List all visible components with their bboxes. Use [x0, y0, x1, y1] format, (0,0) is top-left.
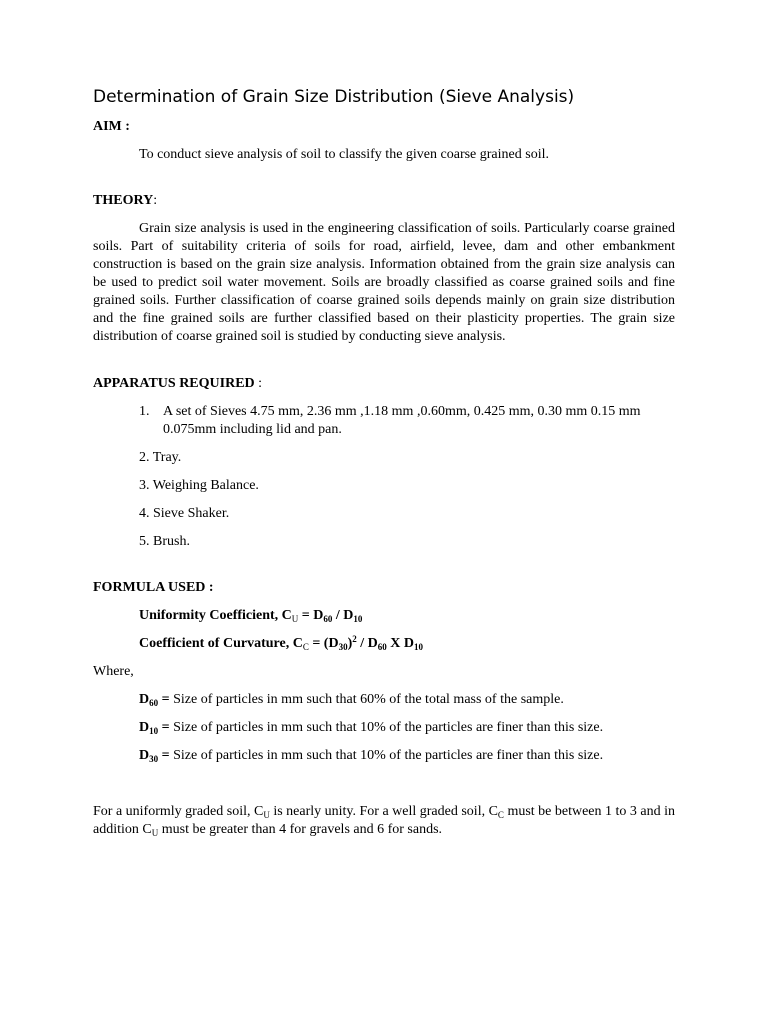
closing-text: must be between 1 to 3 and in addition C [93, 804, 676, 837]
formula-part: = D [298, 608, 324, 623]
subscript: 30 [338, 642, 348, 652]
apparatus-heading [93, 375, 675, 393]
definition-text: Size of particles in mm such that 10% of the particles are finer than this size. [169, 748, 604, 763]
uniformity-coefficient-formula [139, 607, 675, 625]
theory-heading-colon: : [153, 193, 158, 208]
where-label: Where, [93, 664, 134, 679]
curvature-coefficient-formula [139, 635, 675, 653]
document-title: Determination of Grain Size Distribution (Sieve Analysis) [93, 87, 575, 107]
subscript: U [151, 828, 159, 838]
document-page [93, 86, 675, 839]
closing-text: For a uniformly graded soil, C [93, 804, 264, 819]
theory-heading-label: THEORY [93, 193, 154, 208]
theory-heading [93, 192, 675, 210]
subscript: C [497, 810, 504, 820]
equals-sign: = [158, 720, 170, 735]
formula-part: / D [332, 608, 354, 623]
definition-symbol [139, 748, 170, 763]
subscript: 60 [323, 614, 333, 624]
formula-heading: FORMULA USED : [93, 580, 214, 595]
formula-label: Coefficient of Curvature, C [139, 636, 303, 651]
formula-label: Uniformity Coefficient, C [139, 608, 292, 623]
definition-text: Size of particles in mm such that 10% of the particles are finer than this size. [169, 720, 604, 735]
formula-part: ) [347, 636, 353, 651]
subscript: 10 [353, 614, 363, 624]
definition-text: Size of particles in mm such that 60% of the total mass of the sample. [169, 692, 564, 707]
symbol-letter: D [139, 720, 150, 735]
theory-text: Grain size analysis is used in the engineering classification of soils. Particularly coarse grained soils. Part of suitability criteria of soils for road, airfield, levee, dam and other embankment construction is based on the grain size analysis. Information obtained from the grain size analysis can be used to predict soil water movement. Soils are broadly classified as coarse grained soils and fine grained soils. Further classification of coarse grained soils depends mainly on grain size distribution and the fine grained soils are further classified based on their plasticity properties. The grain size distribution of coarse grained soil is studied by conducting sieve analysis. [93, 221, 675, 344]
definition-d10 [139, 719, 675, 737]
equals-sign: = [158, 692, 170, 707]
symbol-letter: D [139, 748, 150, 763]
subscript: U [291, 614, 299, 624]
subscript: 30 [149, 754, 159, 764]
subscript: U [263, 810, 270, 820]
apparatus-item-shaker: 4. Sieve Shaker. [139, 506, 230, 521]
subscript: 60 [149, 698, 159, 708]
superscript: 2 [352, 634, 357, 644]
apparatus-item-brush: 5. Brush. [139, 534, 190, 549]
formula-part: / D [356, 636, 378, 651]
formula-part: X D [386, 636, 414, 651]
aim-text: To conduct sieve analysis of soil to classify the given coarse grained soil. [139, 147, 549, 162]
apparatus-item-tray: 2. Tray. [139, 450, 182, 465]
subscript: 10 [413, 642, 423, 652]
apparatus-item-text: A set of Sieves 4.75 mm, 2.36 mm ,1.18 mm ,0.60mm, 0.425 mm, 0.30 mm 0.15 mm 0.075mm including lid and pan. [163, 404, 641, 437]
apparatus-item-sieves [93, 403, 675, 439]
symbol-letter: D [139, 692, 150, 707]
subscript: C [302, 642, 309, 652]
definition-d30 [139, 747, 675, 765]
closing-text: is nearly unity. For a well graded soil, C [269, 804, 498, 819]
equals-sign: = [158, 748, 170, 763]
aim-heading: AIM : [93, 119, 130, 134]
definition-symbol [139, 692, 170, 707]
definition-d60 [139, 691, 675, 709]
subscript: 10 [149, 726, 159, 736]
closing-text: must be greater than 4 for gravels and 6 for sands. [158, 822, 443, 837]
definition-symbol [139, 720, 170, 735]
formula-part: = (D [308, 636, 339, 651]
closing-paragraph [93, 803, 675, 839]
apparatus-heading-label: APPARATUS REQUIRED [93, 376, 255, 391]
apparatus-heading-colon: : [254, 376, 263, 391]
apparatus-item-number: 1. [139, 404, 150, 419]
subscript: 60 [377, 642, 387, 652]
apparatus-item-balance: 3. Weighing Balance. [139, 478, 259, 493]
